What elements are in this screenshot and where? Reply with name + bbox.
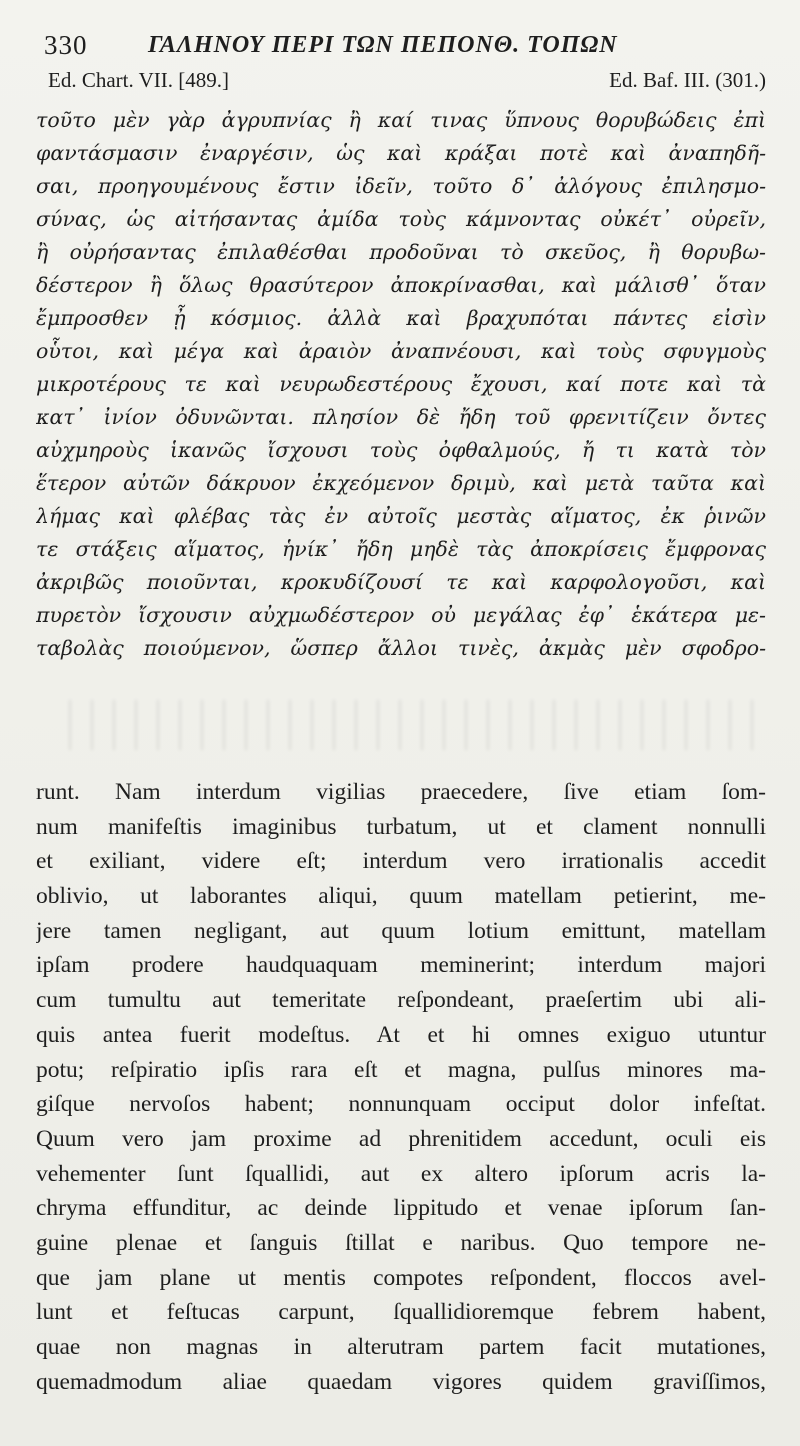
greek-text-line: μικροτέρους τε καὶ νευρωδεστέρους ἔχουσι, καί ποτε καὶ τὰ xyxy=(36,372,766,396)
latin-text-line: runt. Nam interdum vigilias praecedere, ſive etiam ſom- xyxy=(36,779,766,805)
latin-text-line: chryma effunditur, ac deinde lippitudo et venae ipſorum ſan- xyxy=(36,1195,766,1222)
latin-text-line: Quum vero jam proxime ad phrenitidem accedunt, oculi eis xyxy=(36,1125,766,1152)
greek-text-line: ταβολὰς ποιούμενον, ὥσπερ ἄλλοι τινὲς, ἀκμὰς μὲν σφοδρο- xyxy=(36,636,766,660)
greek-text-line: δέστερον ἢ ὅλως θρασύτερον ἀποκρίνασθαι, καὶ μάλισθ᾽ ὅταν xyxy=(36,273,766,297)
latin-text-line: num manifeſtis imaginibus turbatum, ut et clament nonnulli xyxy=(36,813,766,840)
latin-text-line: jere tamen negligant, aut quum lotium emittunt, matellam xyxy=(36,917,766,944)
bleed-through-texture xyxy=(60,700,760,750)
latin-text-block xyxy=(36,775,766,1399)
greek-text-line: κατ᾽ ἰνίον ὀδυνῶνται. πλησίον δὲ ἤδη τοῦ φρενιτίζειν ὄντες xyxy=(36,405,766,429)
greek-text-line: ἔμπροσθεν ᾖ κόσμιος. ἀλλὰ καὶ βραχυπόται πάντες εἰσὶν xyxy=(36,306,766,330)
latin-text-line: quis antea fuerit modeſtus. At et hi omnes exiguo utuntur xyxy=(36,1021,766,1048)
latin-text-line: vehementer ſunt ſquallidi, aut ex altero ipſorum acris la- xyxy=(36,1160,766,1187)
latin-text-line: potu; reſpiratio ipſis rara eſt et magna, pulſus minores ma- xyxy=(36,1056,766,1083)
edition-reference-line xyxy=(48,68,766,98)
running-title: ΓΑΛΗΝΟΥ ΠΕΡΙ ΤΩΝ ΠΕΠΟΝΘ. ΤΟΠΩΝ xyxy=(148,32,618,58)
greek-text-line: τοῦτο μὲν γὰρ ἀγρυπνίας ἢ καί τινας ὕπνους θορυβώδεις ἐπὶ xyxy=(36,108,766,132)
running-head xyxy=(40,22,760,62)
latin-text-line: quae non magnas in alterutram partem facit mutationes, xyxy=(36,1334,766,1360)
latin-text-line: guine plenae et ſanguis ſtillat e naribus. Quo tempore ne- xyxy=(36,1229,766,1256)
latin-text-line: lunt et feſtucas carpunt, ſquallidioremque febrem habent, xyxy=(36,1299,766,1326)
greek-text-line: οὗτοι, καὶ μέγα καὶ ἀραιὸν ἀναπνέουσι, καὶ τοὺς σφυγμοὺς xyxy=(36,339,766,363)
greek-text-line: αὐχμηροὺς ἱκανῶς ἴσχουσι τοὺς ὀφθαλμούς, ἤ τι κατὰ τὸν xyxy=(36,438,766,462)
latin-text-line: que jam plane ut mentis compotes reſpondent, floccos avel- xyxy=(36,1264,766,1291)
greek-text-line: ἕτερον αὐτῶν δάκρυον ἐκχεόμενον δριμὺ, καὶ μετὰ ταῦτα καὶ xyxy=(36,471,766,495)
page-number: 330 xyxy=(44,30,88,60)
greek-text-line: σύνας, ὡς αἰτήσαντας ἀμίδα τοὺς κάμνοντας οὐκέτ᾽ οὐρεῖν, xyxy=(36,207,766,231)
greek-text-line: σαι, προηγουμένους ἔστιν ἰδεῖν, τοῦτο δ᾽ ἀλόγους ἐπιλησμο- xyxy=(36,174,766,198)
latin-text-line: ipſam prodere haudquaquam meminerint; interdum majori xyxy=(36,952,766,979)
greek-text-line: πυρετὸν ἴσχουσιν αὐχμωδέστερον οὐ μεγάλας ἐφ᾽ ἑκάτερα με- xyxy=(36,603,766,627)
greek-text-block xyxy=(36,104,766,665)
latin-text-line: cum tumultu aut temeritate reſpondeant, praeſertim ubi ali- xyxy=(36,987,766,1014)
latin-text-line: oblivio, ut laborantes aliqui, quum matellam petierint, me- xyxy=(36,883,766,910)
greek-text-line: τε στάξεις αἵματος, ἡνίκ᾽ ἤδη μηδὲ τὰς ἀποκρίσεις ἔμφρονας xyxy=(36,537,766,561)
greek-text-line: ἀκριβῶς ποιοῦνται, κροκυδίζουσί τε καὶ καρφολογοῦσι, καὶ xyxy=(36,570,766,594)
edition-chart-reference: Ed. Chart. VII. [489.] xyxy=(48,68,229,92)
latin-text-line: quemadmodum aliae quaedam vigores quidem graviſſimos, xyxy=(36,1368,766,1395)
edition-basel-reference: Ed. Baf. III. (301.) xyxy=(609,68,766,92)
latin-text-line: giſque nervoſos habent; nonnunquam occiput dolor infeſtat. xyxy=(36,1091,766,1118)
greek-text-line: λήμας καὶ φλέβας τὰς ἐν αὐτοῖς μεστὰς αἵματος, ἐκ ῥινῶν xyxy=(36,504,766,528)
latin-text-line: et exiliant, videre eſt; interdum vero irrationalis accedit xyxy=(36,848,766,875)
greek-text-line: φαντάσμασιν ἐναργέσιν, ὡς καὶ κράξαι ποτὲ καὶ ἀναπηδῆ- xyxy=(36,141,766,165)
greek-text-line: ἢ οὐρήσαντας ἐπιλαθέσθαι προδοῦναι τὸ σκεῦος, ἢ θορυβω- xyxy=(36,240,766,264)
